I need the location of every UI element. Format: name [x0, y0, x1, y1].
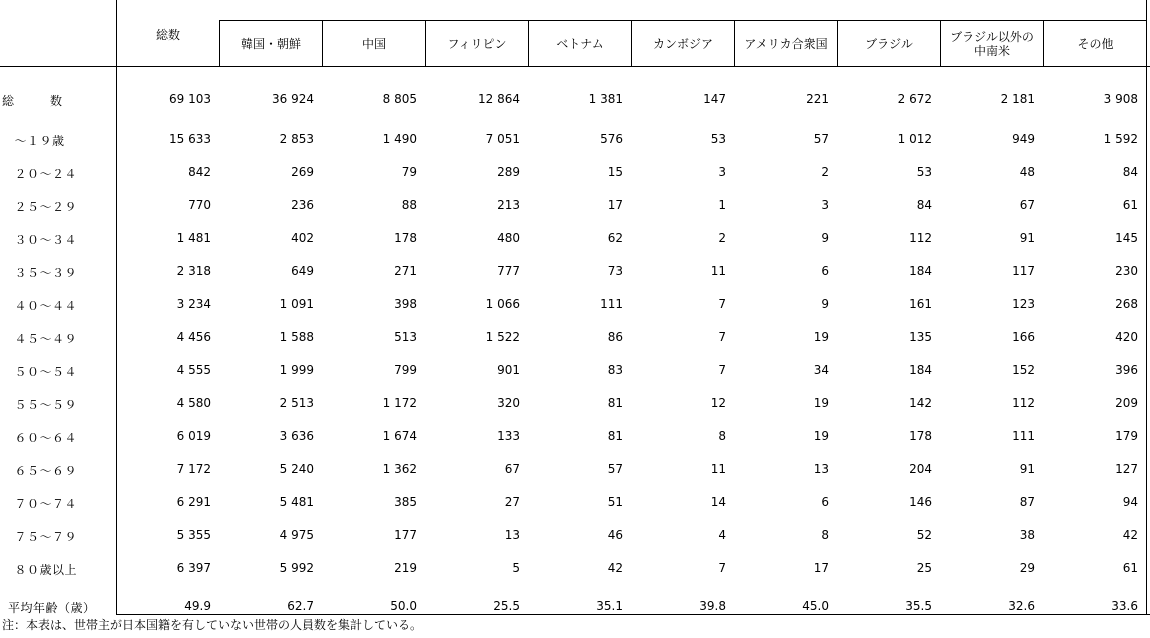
table-cell: 88: [401, 198, 417, 212]
row-label: ８０歳以上: [2, 563, 78, 577]
table-cell: 50.0: [390, 599, 417, 613]
table-cell: 7: [718, 330, 726, 344]
table-cell: 34: [813, 363, 829, 377]
table-cell: 36 924: [272, 92, 314, 106]
table-cell: 576: [600, 132, 623, 146]
row-label: ２０～２４: [2, 167, 78, 181]
table-cell: 8: [821, 528, 829, 542]
table-cell: 57: [607, 462, 623, 476]
table-cell: 62: [607, 231, 623, 245]
table-cell: 3 636: [279, 429, 314, 443]
column-header-nationality: その他: [1077, 37, 1114, 51]
table-cell: 901: [497, 363, 520, 377]
table-cell: 52: [916, 528, 932, 542]
table-cell: 61: [1122, 561, 1138, 575]
table-cell: 178: [909, 429, 932, 443]
table-cell: 6: [821, 495, 829, 509]
table-cell: 1: [718, 198, 726, 212]
table-cell: 7 172: [176, 462, 211, 476]
table-cell: 94: [1122, 495, 1138, 509]
table-cell: 112: [1012, 396, 1035, 410]
table-cell: 8: [718, 429, 726, 443]
table-cell: 513: [394, 330, 417, 344]
table-cell: 213: [497, 198, 520, 212]
table-cell: 2: [821, 165, 829, 179]
table-cell: 209: [1115, 396, 1138, 410]
table-cell: 14: [710, 495, 726, 509]
table-cell: 112: [909, 231, 932, 245]
table-row: [0, 132, 1150, 148]
table-cell: 3: [718, 165, 726, 179]
table-row: [0, 198, 1150, 214]
table-cell: 184: [909, 264, 932, 278]
table-cell: 4 975: [279, 528, 314, 542]
table-cell: 219: [394, 561, 417, 575]
table-row: [0, 396, 1150, 412]
table-cell: 649: [291, 264, 314, 278]
table-cell: 81: [607, 396, 623, 410]
table-row: [0, 330, 1150, 346]
table-cell: 179: [1115, 429, 1138, 443]
column-header-nationality: フィリピン: [447, 37, 507, 51]
table-cell: 17: [607, 198, 623, 212]
table-cell: 4: [718, 528, 726, 542]
table-cell: 33.6: [1111, 599, 1138, 613]
table-cell: 269: [291, 165, 314, 179]
table-cell: 799: [394, 363, 417, 377]
table-cell: 7 051: [485, 132, 520, 146]
table-cell: 177: [394, 528, 417, 542]
table-cell: 178: [394, 231, 417, 245]
table-cell: 5 481: [279, 495, 314, 509]
column-header-nationality: カンボジア: [652, 37, 713, 51]
table-row: [0, 92, 1150, 108]
table-cell: 53: [710, 132, 726, 146]
table-cell: 1 588: [279, 330, 314, 344]
table-cell: 15 633: [169, 132, 211, 146]
table-cell: 2 853: [279, 132, 314, 146]
row-label: ６５～６９: [2, 464, 78, 478]
table-cell: 5: [512, 561, 520, 575]
table-cell: 2 318: [176, 264, 211, 278]
table-cell: 38: [1019, 528, 1035, 542]
table-cell: 6: [821, 264, 829, 278]
table-cell: 5 355: [176, 528, 211, 542]
table-cell: 1 091: [279, 297, 314, 311]
table-cell: 135: [909, 330, 932, 344]
table-cell: 6 019: [176, 429, 211, 443]
column-header-nationality: ブラジル以外の 中南米: [950, 30, 1034, 58]
table-row: [0, 528, 1150, 544]
table-cell: 117: [1012, 264, 1035, 278]
table-cell: 842: [188, 165, 211, 179]
row-label: 平均年齢（歳）: [8, 601, 96, 615]
table-cell: 1 012: [897, 132, 932, 146]
table-cell: 204: [909, 462, 932, 476]
table-row: [0, 429, 1150, 445]
table-cell: 6 397: [176, 561, 211, 575]
table-cell: 91: [1019, 231, 1035, 245]
table-cell: 5 240: [279, 462, 314, 476]
table-cell: 385: [394, 495, 417, 509]
table-cell: 29: [1019, 561, 1035, 575]
table-cell: 84: [1122, 165, 1138, 179]
table-cell: 62.7: [287, 599, 314, 613]
row-label: ４０～４４: [2, 299, 78, 313]
table-cell: 145: [1115, 231, 1138, 245]
row-label: ～１９歳: [2, 134, 65, 148]
table-cell: 777: [497, 264, 520, 278]
table-cell: 7: [718, 363, 726, 377]
table-cell: 146: [909, 495, 932, 509]
table-cell: 289: [497, 165, 520, 179]
table-cell: 2: [718, 231, 726, 245]
table-cell: 42: [1122, 528, 1138, 542]
table-row: [0, 264, 1150, 280]
table-row: [0, 363, 1150, 379]
column-header-total: 総数: [155, 28, 180, 42]
footnote: 注：本表は、世帯主が日本国籍を有していない世帯の人員数を集計している。: [2, 618, 423, 632]
table-cell: 111: [1012, 429, 1035, 443]
table-cell: 3 908: [1103, 92, 1138, 106]
table-cell: 91: [1019, 462, 1035, 476]
table-cell: 1 522: [485, 330, 520, 344]
table-cell: 1 592: [1103, 132, 1138, 146]
row-label: ５０～５４: [2, 365, 78, 379]
table-cell: 79: [401, 165, 417, 179]
table-cell: 420: [1115, 330, 1138, 344]
table-cell: 27: [504, 495, 520, 509]
table-cell: 11: [710, 462, 726, 476]
table-cell: 5 992: [279, 561, 314, 575]
table-cell: 45.0: [802, 599, 829, 613]
table-cell: 35.5: [905, 599, 932, 613]
table-cell: 19: [813, 330, 829, 344]
table-cell: 48: [1019, 165, 1035, 179]
table-cell: 73: [607, 264, 623, 278]
table-cell: 1 066: [485, 297, 520, 311]
table-cell: 81: [607, 429, 623, 443]
table-cell: 271: [394, 264, 417, 278]
table-cell: 32.6: [1008, 599, 1035, 613]
table-cell: 480: [497, 231, 520, 245]
table-cell: 87: [1019, 495, 1035, 509]
row-label: ３０～３４: [2, 233, 78, 247]
table-cell: 17: [813, 561, 829, 575]
table-cell: 161: [909, 297, 932, 311]
table-cell: 1 674: [382, 429, 417, 443]
column-header-nationality: ブラジル: [865, 37, 913, 51]
row-label: ５５～５９: [2, 398, 78, 412]
table-cell: 19: [813, 429, 829, 443]
table-cell: 42: [607, 561, 623, 575]
table-cell: 12: [710, 396, 726, 410]
table-cell: 8 805: [382, 92, 417, 106]
table-cell: 770: [188, 198, 211, 212]
table-cell: 152: [1012, 363, 1035, 377]
column-header-nationality: ベトナム: [556, 37, 604, 51]
row-label: ４５～４９: [2, 332, 78, 346]
table-cell: 2 513: [279, 396, 314, 410]
table-cell: 13: [504, 528, 520, 542]
table-cell: 127: [1115, 462, 1138, 476]
table-cell: 25: [916, 561, 932, 575]
table-cell: 7: [718, 297, 726, 311]
table-cell: 2 181: [1000, 92, 1035, 106]
table-row: [0, 231, 1150, 247]
table-cell: 86: [607, 330, 623, 344]
table-cell: 9: [821, 297, 829, 311]
table-cell: 6 291: [176, 495, 211, 509]
column-header-nationality: アメリカ合衆国: [744, 37, 828, 51]
table-cell: 133: [497, 429, 520, 443]
table-cell: 268: [1115, 297, 1138, 311]
table-cell: 39.8: [699, 599, 726, 613]
table-cell: 184: [909, 363, 932, 377]
table-row: [0, 297, 1150, 313]
table-cell: 236: [291, 198, 314, 212]
table-cell: 1 362: [382, 462, 417, 476]
table-cell: 230: [1115, 264, 1138, 278]
table-cell: 1 490: [382, 132, 417, 146]
table-row: [0, 561, 1150, 577]
table-cell: 3 234: [176, 297, 211, 311]
row-label: 総 数: [2, 94, 63, 108]
table-cell: 57: [813, 132, 829, 146]
table-cell: 4 580: [176, 396, 211, 410]
table-cell: 221: [806, 92, 829, 106]
column-header-nationality: 中国: [361, 37, 386, 51]
table-row: [0, 165, 1150, 181]
table-cell: 19: [813, 396, 829, 410]
table-cell: 49.9: [184, 599, 211, 613]
table-cell: 11: [710, 264, 726, 278]
table-cell: 67: [504, 462, 520, 476]
table-cell: 25.5: [493, 599, 520, 613]
row-label: ７０～７４: [2, 497, 78, 511]
column-header-nationality: 韓国・朝鮮: [240, 37, 301, 51]
table-cell: 9: [821, 231, 829, 245]
table-cell: 12 864: [478, 92, 520, 106]
table-cell: 83: [607, 363, 623, 377]
table-cell: 142: [909, 396, 932, 410]
table-cell: 4 555: [176, 363, 211, 377]
row-label: ３５～３９: [2, 266, 78, 280]
table-cell: 53: [916, 165, 932, 179]
row-label: ２５～２９: [2, 200, 78, 214]
table-cell: 67: [1019, 198, 1035, 212]
table-cell: 320: [497, 396, 520, 410]
table-cell: 1 999: [279, 363, 314, 377]
table-cell: 13: [813, 462, 829, 476]
table-row: [0, 599, 1150, 615]
table-cell: 46: [607, 528, 623, 542]
table-cell: 15: [607, 165, 623, 179]
table-cell: 1 381: [588, 92, 623, 106]
table-cell: 2 672: [897, 92, 932, 106]
table-row: [0, 495, 1150, 511]
table-row: [0, 462, 1150, 478]
row-label: ６０～６４: [2, 431, 78, 445]
table-cell: 4 456: [176, 330, 211, 344]
table-cell: 35.1: [596, 599, 623, 613]
table-cell: 3: [821, 198, 829, 212]
table-cell: 84: [916, 198, 932, 212]
table-cell: 1 172: [382, 396, 417, 410]
table-cell: 111: [600, 297, 623, 311]
table-cell: 398: [394, 297, 417, 311]
table-cell: 51: [607, 495, 623, 509]
table-cell: 69 103: [169, 92, 211, 106]
table-cell: 402: [291, 231, 314, 245]
table-cell: 1 481: [176, 231, 211, 245]
table-cell: 949: [1012, 132, 1035, 146]
table-cell: 396: [1115, 363, 1138, 377]
table-cell: 61: [1122, 198, 1138, 212]
table-cell: 7: [718, 561, 726, 575]
table-cell: 147: [703, 92, 726, 106]
table-cell: 123: [1012, 297, 1035, 311]
row-label: ７５～７９: [2, 530, 78, 544]
table-cell: 166: [1012, 330, 1035, 344]
